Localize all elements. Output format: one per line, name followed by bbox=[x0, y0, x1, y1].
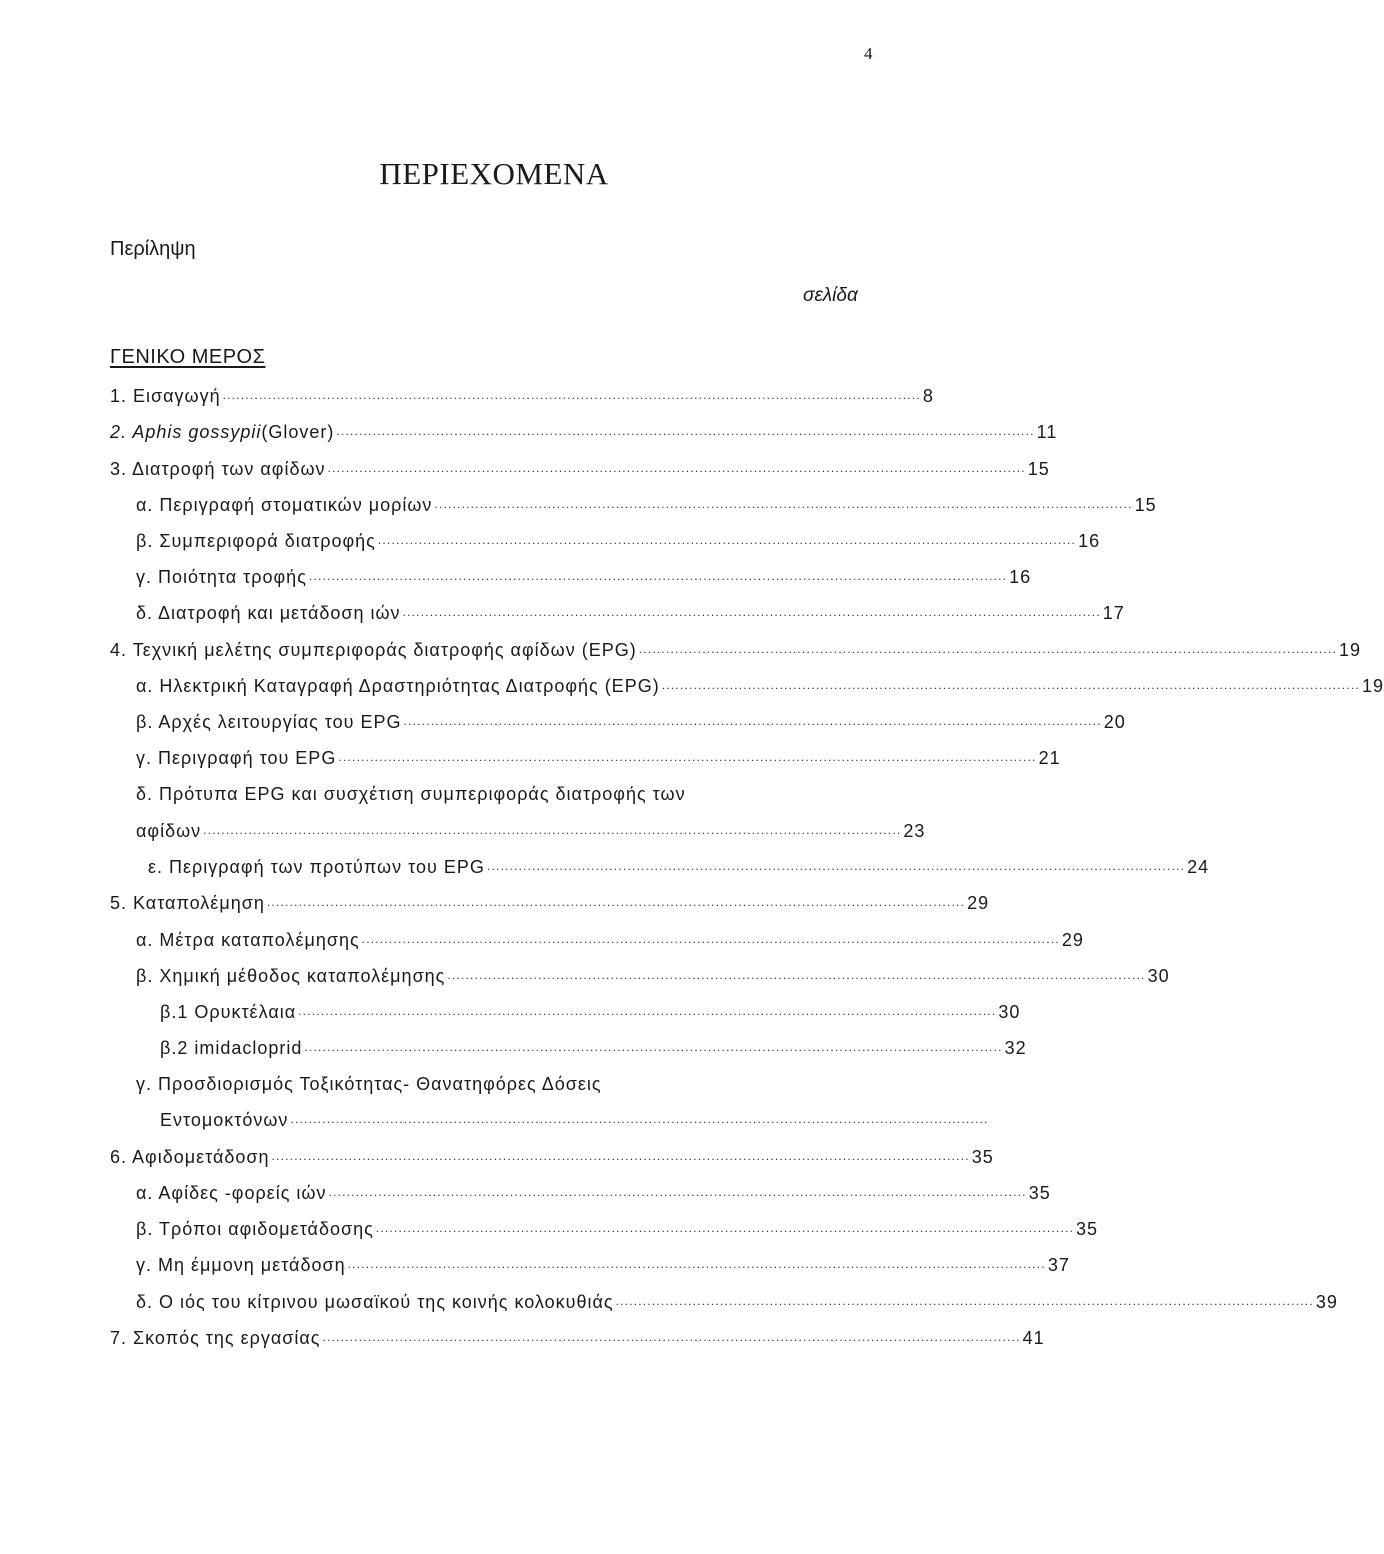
toc-entry-page: 19 bbox=[1338, 640, 1361, 660]
toc-entry-title: 1. Εισαγωγή bbox=[110, 386, 221, 406]
toc-entry-page: 32 bbox=[1004, 1038, 1027, 1058]
toc-entry-page: 16 bbox=[1078, 531, 1101, 551]
toc-leader-dots: .......................................................................................................................................................... bbox=[403, 714, 1102, 728]
page-title bbox=[0, 156, 1024, 192]
toc-entry bbox=[160, 998, 1021, 1026]
toc-entry-page: 29 bbox=[967, 893, 990, 913]
toc-entry bbox=[136, 1288, 1338, 1316]
toc-leader-dots: .......................................................................................................................................................... bbox=[434, 497, 1133, 511]
toc-entry-title: γ. Περιγραφή του EPG bbox=[136, 748, 337, 768]
toc-entry-page: 30 bbox=[1147, 966, 1170, 986]
toc-leader-dots: .......................................................................................................................................................... bbox=[322, 1330, 1021, 1344]
toc-leader-dots: .......................................................................................................................................................... bbox=[290, 1112, 989, 1126]
toc-entry-page: 20 bbox=[1103, 712, 1126, 732]
toc-entry-title: β. Αρχές λειτουργίας του EPG bbox=[136, 712, 402, 732]
toc-entry bbox=[148, 853, 1210, 881]
toc-entry-title: α. Ηλεκτρική Καταγραφή Δραστηριότητας Διατροφής (EPG) bbox=[136, 676, 660, 696]
toc-leader-dots: .......................................................................................................................................................... bbox=[661, 678, 1360, 692]
toc-entry bbox=[136, 744, 1061, 772]
toc-entry-page: 19 bbox=[1361, 676, 1384, 696]
toc-entry bbox=[136, 708, 1126, 736]
toc-entry-page: 35 bbox=[1076, 1219, 1099, 1239]
summary-label: Περίληψη bbox=[110, 238, 196, 260]
toc-entry bbox=[136, 780, 686, 808]
page-number: 4 bbox=[864, 44, 873, 63]
toc-entry-page: 24 bbox=[1187, 857, 1210, 877]
toc-entry bbox=[136, 491, 1157, 519]
toc-entry-page: 41 bbox=[1022, 1328, 1045, 1348]
toc-entry-title: α. Μέτρα καταπολέμησης bbox=[136, 930, 360, 950]
toc-entry bbox=[110, 382, 934, 410]
toc-entry-title: β. Χημική μέθοδος καταπολέμησης bbox=[136, 966, 446, 986]
toc-entry-title: α. Περιγραφή στοματικών μορίων bbox=[136, 495, 433, 515]
toc-entry-title: αφίδων bbox=[136, 821, 202, 841]
toc-entry bbox=[136, 962, 1170, 990]
page-title-text: ΠΕΡΙΕΧΟΜΕΝΑ bbox=[379, 156, 609, 191]
toc-entry-title: 6. Αφιδομετάδοση bbox=[110, 1147, 270, 1167]
toc-entry bbox=[110, 1324, 1045, 1352]
toc-leader-dots: .......................................................................................................................................................... bbox=[304, 1040, 1003, 1054]
toc-entry-title: 4. Τεχνική μελέτης συμπεριφοράς διατροφής αφίδων (EPG) bbox=[110, 640, 637, 660]
toc-entry-page: 8 bbox=[922, 386, 934, 406]
toc-entry-page: 37 bbox=[1047, 1255, 1070, 1275]
toc-entry bbox=[136, 672, 1384, 700]
toc-entry bbox=[136, 527, 1101, 555]
toc-entry-title: 7. Σκοπός της εργασίας bbox=[110, 1328, 321, 1348]
toc-leader-dots: .......................................................................................................................................................... bbox=[638, 642, 1337, 656]
toc-entry-title: ε. Περιγραφή των προτύπων του EPG bbox=[148, 857, 485, 877]
toc-entry bbox=[160, 1106, 989, 1134]
toc-entry bbox=[110, 418, 1058, 446]
section-heading: ΓΕΝΙΚΟ ΜΕΡΟΣ bbox=[110, 346, 266, 368]
toc-entry-page: 21 bbox=[1038, 748, 1061, 768]
toc-entry-title: β.2 imidacloprid bbox=[160, 1038, 303, 1058]
toc-entry-page: 35 bbox=[971, 1147, 994, 1167]
toc-entry bbox=[136, 1215, 1099, 1243]
toc-entry-title: δ. Πρότυπα EPG και συσχέτιση συμπεριφοράς διατροφής των bbox=[136, 784, 686, 804]
toc-entry-page: 30 bbox=[998, 1002, 1021, 1022]
toc-entry-page: 39 bbox=[1315, 1292, 1338, 1312]
toc-entry-title: γ. Μη έμμονη μετάδοση bbox=[136, 1255, 346, 1275]
toc-leader-dots: .......................................................................................................................................................... bbox=[447, 968, 1146, 982]
toc-leader-dots: .......................................................................................................................................................... bbox=[347, 1257, 1046, 1271]
toc-entry bbox=[110, 636, 1361, 664]
toc-entry-title: α. Αφίδες -φορείς ιών bbox=[136, 1183, 327, 1203]
toc-entry-page: 29 bbox=[1061, 930, 1084, 950]
toc-leader-dots: .......................................................................................................................................................... bbox=[615, 1294, 1314, 1308]
toc-entry-page: 15 bbox=[1027, 459, 1050, 479]
toc-entry-title: β.1 Ορυκτέλαια bbox=[160, 1002, 297, 1022]
toc-entry-title: 5. Καταπολέμηση bbox=[110, 893, 265, 913]
toc-entry-title: γ. Προσδιορισμός Τοξικότητας- Θανατηφόρες Δόσεις bbox=[136, 1074, 602, 1094]
toc-leader-dots: .......................................................................................................................................................... bbox=[308, 569, 1008, 583]
toc-entry-title: Εντομοκτόνων bbox=[160, 1110, 289, 1130]
toc-entry-page: 15 bbox=[1134, 495, 1157, 515]
toc-entry-title bbox=[110, 418, 334, 446]
toc-leader-dots: .......................................................................................................................................................... bbox=[402, 605, 1101, 619]
toc-entry-title: δ. Ο ιός του κίτρινου μωσαϊκού της κοινής κολοκυθιάς bbox=[136, 1292, 614, 1312]
toc-entry bbox=[110, 889, 990, 917]
toc-leader-dots: .......................................................................................................................................................... bbox=[377, 533, 1077, 547]
toc-entry-page: 23 bbox=[903, 821, 926, 841]
toc-leader-dots: .......................................................................................................................................................... bbox=[361, 932, 1060, 946]
toc-leader-dots: .......................................................................................................................................................... bbox=[375, 1221, 1075, 1235]
toc-entry bbox=[110, 1143, 994, 1171]
toc-entry bbox=[110, 455, 1050, 483]
toc-entry bbox=[136, 926, 1084, 954]
toc-entry-title: δ. Διατροφή και μετάδοση ιών bbox=[136, 603, 401, 623]
toc-leader-dots: .......................................................................................................................................................... bbox=[328, 1185, 1027, 1199]
toc-entry-title: β. Τρόποι αφιδομετάδοσης bbox=[136, 1219, 374, 1239]
toc-leader-dots: .......................................................................................................................................................... bbox=[271, 1149, 970, 1163]
toc-entry bbox=[136, 1070, 602, 1098]
toc-entry bbox=[136, 1251, 1070, 1279]
toc-entry-title: 3. Διατροφή των αφίδων bbox=[110, 459, 326, 479]
toc-leader-dots: .......................................................................................................................................................... bbox=[336, 424, 1035, 438]
toc-leader-dots: .......................................................................................................................................................... bbox=[266, 895, 966, 909]
toc-entry bbox=[160, 1034, 1027, 1062]
toc-entry-page: 17 bbox=[1102, 603, 1125, 623]
page-column-label: σελίδα bbox=[803, 285, 858, 306]
toc-entry-title-rest: (Glover) bbox=[261, 422, 335, 442]
toc-entry-page: 16 bbox=[1009, 567, 1032, 587]
toc-leader-dots: .......................................................................................................................................................... bbox=[298, 1004, 997, 1018]
toc-entry bbox=[136, 599, 1125, 627]
toc-leader-dots: .......................................................................................................................................................... bbox=[203, 823, 902, 837]
toc-entry bbox=[136, 817, 926, 845]
toc-entry-title-italic: 2. Aphis gossypii bbox=[110, 422, 262, 442]
toc-entry-title: β. Συμπεριφορά διατροφής bbox=[136, 531, 376, 551]
toc-entry-page: 35 bbox=[1028, 1183, 1051, 1203]
toc-leader-dots: .......................................................................................................................................................... bbox=[222, 388, 921, 402]
toc-leader-dots: .......................................................................................................................................................... bbox=[338, 750, 1037, 764]
toc-leader-dots: .......................................................................................................................................................... bbox=[327, 461, 1026, 475]
toc-leader-dots: .......................................................................................................................................................... bbox=[486, 859, 1186, 873]
toc-entry bbox=[136, 1179, 1051, 1207]
toc-entry bbox=[136, 563, 1032, 591]
toc-entry-title: γ. Ποιότητα τροφής bbox=[136, 567, 307, 587]
toc-entry-page: 11 bbox=[1036, 422, 1058, 442]
